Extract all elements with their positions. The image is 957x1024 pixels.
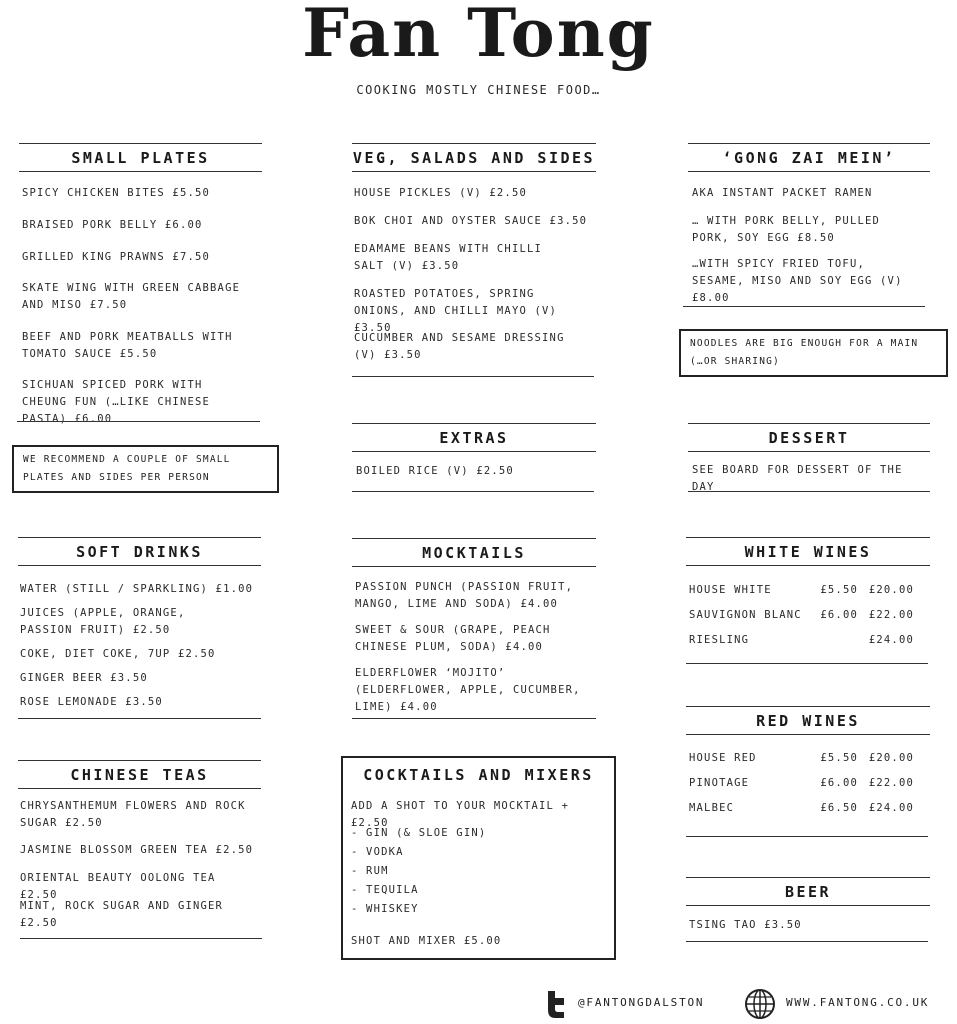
noodles-note: NOODLES ARE BIG ENOUGH FOR A MAIN (…OR SHARING) (679, 329, 948, 377)
menu-item: BEEF AND PORK MEATBALLS WITH TOMATO SAUCE £5.50 (22, 331, 233, 360)
wine-name: RIESLING (689, 634, 750, 646)
red-wine-list (689, 752, 914, 814)
twitter-icon[interactable] (545, 990, 571, 1018)
section-heading: DESSERT (688, 423, 930, 452)
cocktail-intro: ADD A SHOT TO YOUR MOCKTAIL + £2.50 (351, 800, 570, 829)
section-extras (352, 423, 596, 452)
menu-item: SKATE WING WITH GREEN CABBAGE AND MISO £7.50 (22, 282, 241, 311)
tagline: COOKING MOSTLY CHINESE FOOD… (356, 83, 601, 97)
globe-icon[interactable] (744, 988, 776, 1020)
section-cocktails-mixers (341, 756, 616, 960)
section-heading: ‘GONG ZAI MEIN’ (688, 143, 930, 172)
menu-item: AKA INSTANT PACKET RAMEN (692, 187, 873, 199)
section-heading: COCKTAILS AND MIXERS (363, 766, 594, 784)
glass-price: £5.50 (820, 584, 858, 596)
divider (688, 491, 930, 492)
menu-item: MINT, ROCK SUGAR AND GINGER £2.50 (20, 900, 224, 929)
menu-item: CUCUMBER AND SESAME DRESSING (V) £3.50 (354, 332, 565, 361)
section-chinese-teas (18, 760, 261, 789)
wine-row (689, 609, 914, 621)
menu-item: WATER (STILL / SPARKLING) £1.00 (20, 583, 254, 595)
section-gong-zai-mein (688, 143, 930, 172)
bottle-price: £22.00 (868, 777, 914, 789)
white-wine-list (689, 584, 914, 646)
section-dessert (688, 423, 930, 452)
menu-item: ROSE LEMONADE £3.50 (20, 696, 163, 708)
divider (352, 491, 594, 492)
wine-row (689, 802, 914, 814)
section-heading: CHINESE TEAS (18, 760, 261, 789)
spirit-item: - GIN (& SLOE GIN) (351, 827, 487, 839)
spirit-item: - TEQUILA (351, 884, 419, 896)
wine-name: PINOTAGE (689, 777, 750, 789)
menu-item: SEE BOARD FOR DESSERT OF THE DAY (692, 464, 903, 493)
section-heading: RED WINES (686, 706, 930, 735)
menu-item: …WITH SPICY FRIED TOFU, SESAME, MISO AND SOY EGG (V) £8.00 (692, 258, 903, 304)
menu-item: GRILLED KING PRAWNS £7.50 (22, 251, 211, 263)
menu-item: TSING TAO £3.50 (689, 919, 802, 931)
menu-item: SPICY CHICKEN BITES £5.50 (22, 187, 211, 199)
glass-price: £5.50 (820, 752, 858, 764)
divider (683, 306, 925, 307)
section-heading: BEER (686, 877, 930, 906)
wine-row (689, 752, 914, 764)
divider (17, 421, 260, 422)
divider (352, 718, 596, 719)
divider (18, 718, 261, 719)
menu-item: ROASTED POTATOES, SPRING ONIONS, AND CHILLI MAYO (V) £3.50 (354, 288, 558, 334)
menu-item: GINGER BEER £3.50 (20, 672, 148, 684)
wine-row (689, 777, 914, 789)
bottle-price: £20.00 (868, 584, 914, 596)
wine-row (689, 584, 914, 596)
section-heading: VEG, SALADS AND SIDES (352, 143, 596, 172)
menu-item: SICHUAN SPICED PORK WITH CHEUNG FUN (…LIKE CHINESE PASTA) £6.00 (22, 379, 211, 425)
section-heading: SMALL PLATES (19, 143, 262, 172)
wine-name: MALBEC (689, 802, 735, 814)
section-red-wines (686, 706, 930, 735)
menu-item: SWEET & SOUR (GRAPE, PEACH CHINESE PLUM, SODA) £4.00 (355, 624, 551, 653)
spirit-item: - RUM (351, 865, 389, 877)
section-heading: EXTRAS (352, 423, 596, 452)
bottle-price: £20.00 (868, 752, 914, 764)
spirit-item: - VODKA (351, 846, 404, 858)
section-heading: WHITE WINES (686, 537, 930, 566)
website-link[interactable]: WWW.FANTONG.CO.UK (786, 996, 930, 1009)
glass-price: £6.00 (820, 609, 858, 621)
menu-item: BOK CHOI AND OYSTER SAUCE £3.50 (354, 215, 588, 227)
bottle-price: £24.00 (868, 634, 914, 646)
divider (686, 941, 928, 942)
glass-price: £6.00 (820, 777, 858, 789)
menu-item: CHRYSANTHEMUM FLOWERS AND ROCK SUGAR £2.50 (20, 800, 246, 829)
small-plates-note: WE RECOMMEND A COUPLE OF SMALL PLATES AND SIDES PER PERSON (12, 445, 279, 493)
wine-row (689, 634, 914, 646)
wine-name: HOUSE RED (689, 752, 757, 764)
menu-item: EDAMAME BEANS WITH CHILLI SALT (V) £3.50 (354, 243, 543, 272)
divider (352, 376, 594, 377)
bottle-price: £22.00 (868, 609, 914, 621)
menu-item: JUICES (APPLE, ORANGE, PASSION FRUIT) £2.50 (20, 607, 186, 636)
section-soft-drinks (18, 537, 261, 566)
menu-item: … WITH PORK BELLY, PULLED PORK, SOY EGG £8.50 (692, 215, 881, 244)
menu-item: COKE, DIET COKE, 7UP £2.50 (20, 648, 216, 660)
menu-item: BRAISED PORK BELLY £6.00 (22, 219, 203, 231)
spirit-item: - WHISKEY (351, 903, 419, 915)
section-small-plates (19, 143, 262, 172)
menu-item: BOILED RICE (V) £2.50 (356, 465, 514, 477)
wine-name: SAUVIGNON BLANC (689, 609, 802, 621)
section-mocktails (352, 538, 596, 567)
divider (686, 663, 928, 664)
glass-price (812, 634, 858, 646)
wine-name: HOUSE WHITE (689, 584, 772, 596)
section-white-wines (686, 537, 930, 566)
menu-item: PASSION PUNCH (PASSION FRUIT, MANGO, LIME AND SODA) £4.00 (355, 581, 574, 610)
divider (686, 836, 928, 837)
menu-item: HOUSE PICKLES (V) £2.50 (354, 187, 527, 199)
restaurant-title: Fan Tong (302, 0, 655, 72)
section-beer (686, 877, 930, 906)
menu-item: ORIENTAL BEAUTY OOLONG TEA £2.50 (20, 872, 216, 901)
section-veg-salads-sides (352, 143, 596, 172)
menu-item: JASMINE BLOSSOM GREEN TEA £2.50 (20, 844, 254, 856)
glass-price: £6.50 (820, 802, 858, 814)
twitter-handle[interactable]: @FANTONGDALSTON (578, 996, 705, 1009)
menu-item: ELDERFLOWER ‘MOJITO’ (ELDERFLOWER, APPLE, CUCUMBER, LIME) £4.00 (355, 667, 581, 713)
section-heading: MOCKTAILS (352, 538, 596, 567)
bottle-price: £24.00 (868, 802, 914, 814)
divider (20, 938, 262, 939)
section-heading: SOFT DRINKS (18, 537, 261, 566)
shot-and-mixer: SHOT AND MIXER £5.00 (351, 935, 502, 947)
